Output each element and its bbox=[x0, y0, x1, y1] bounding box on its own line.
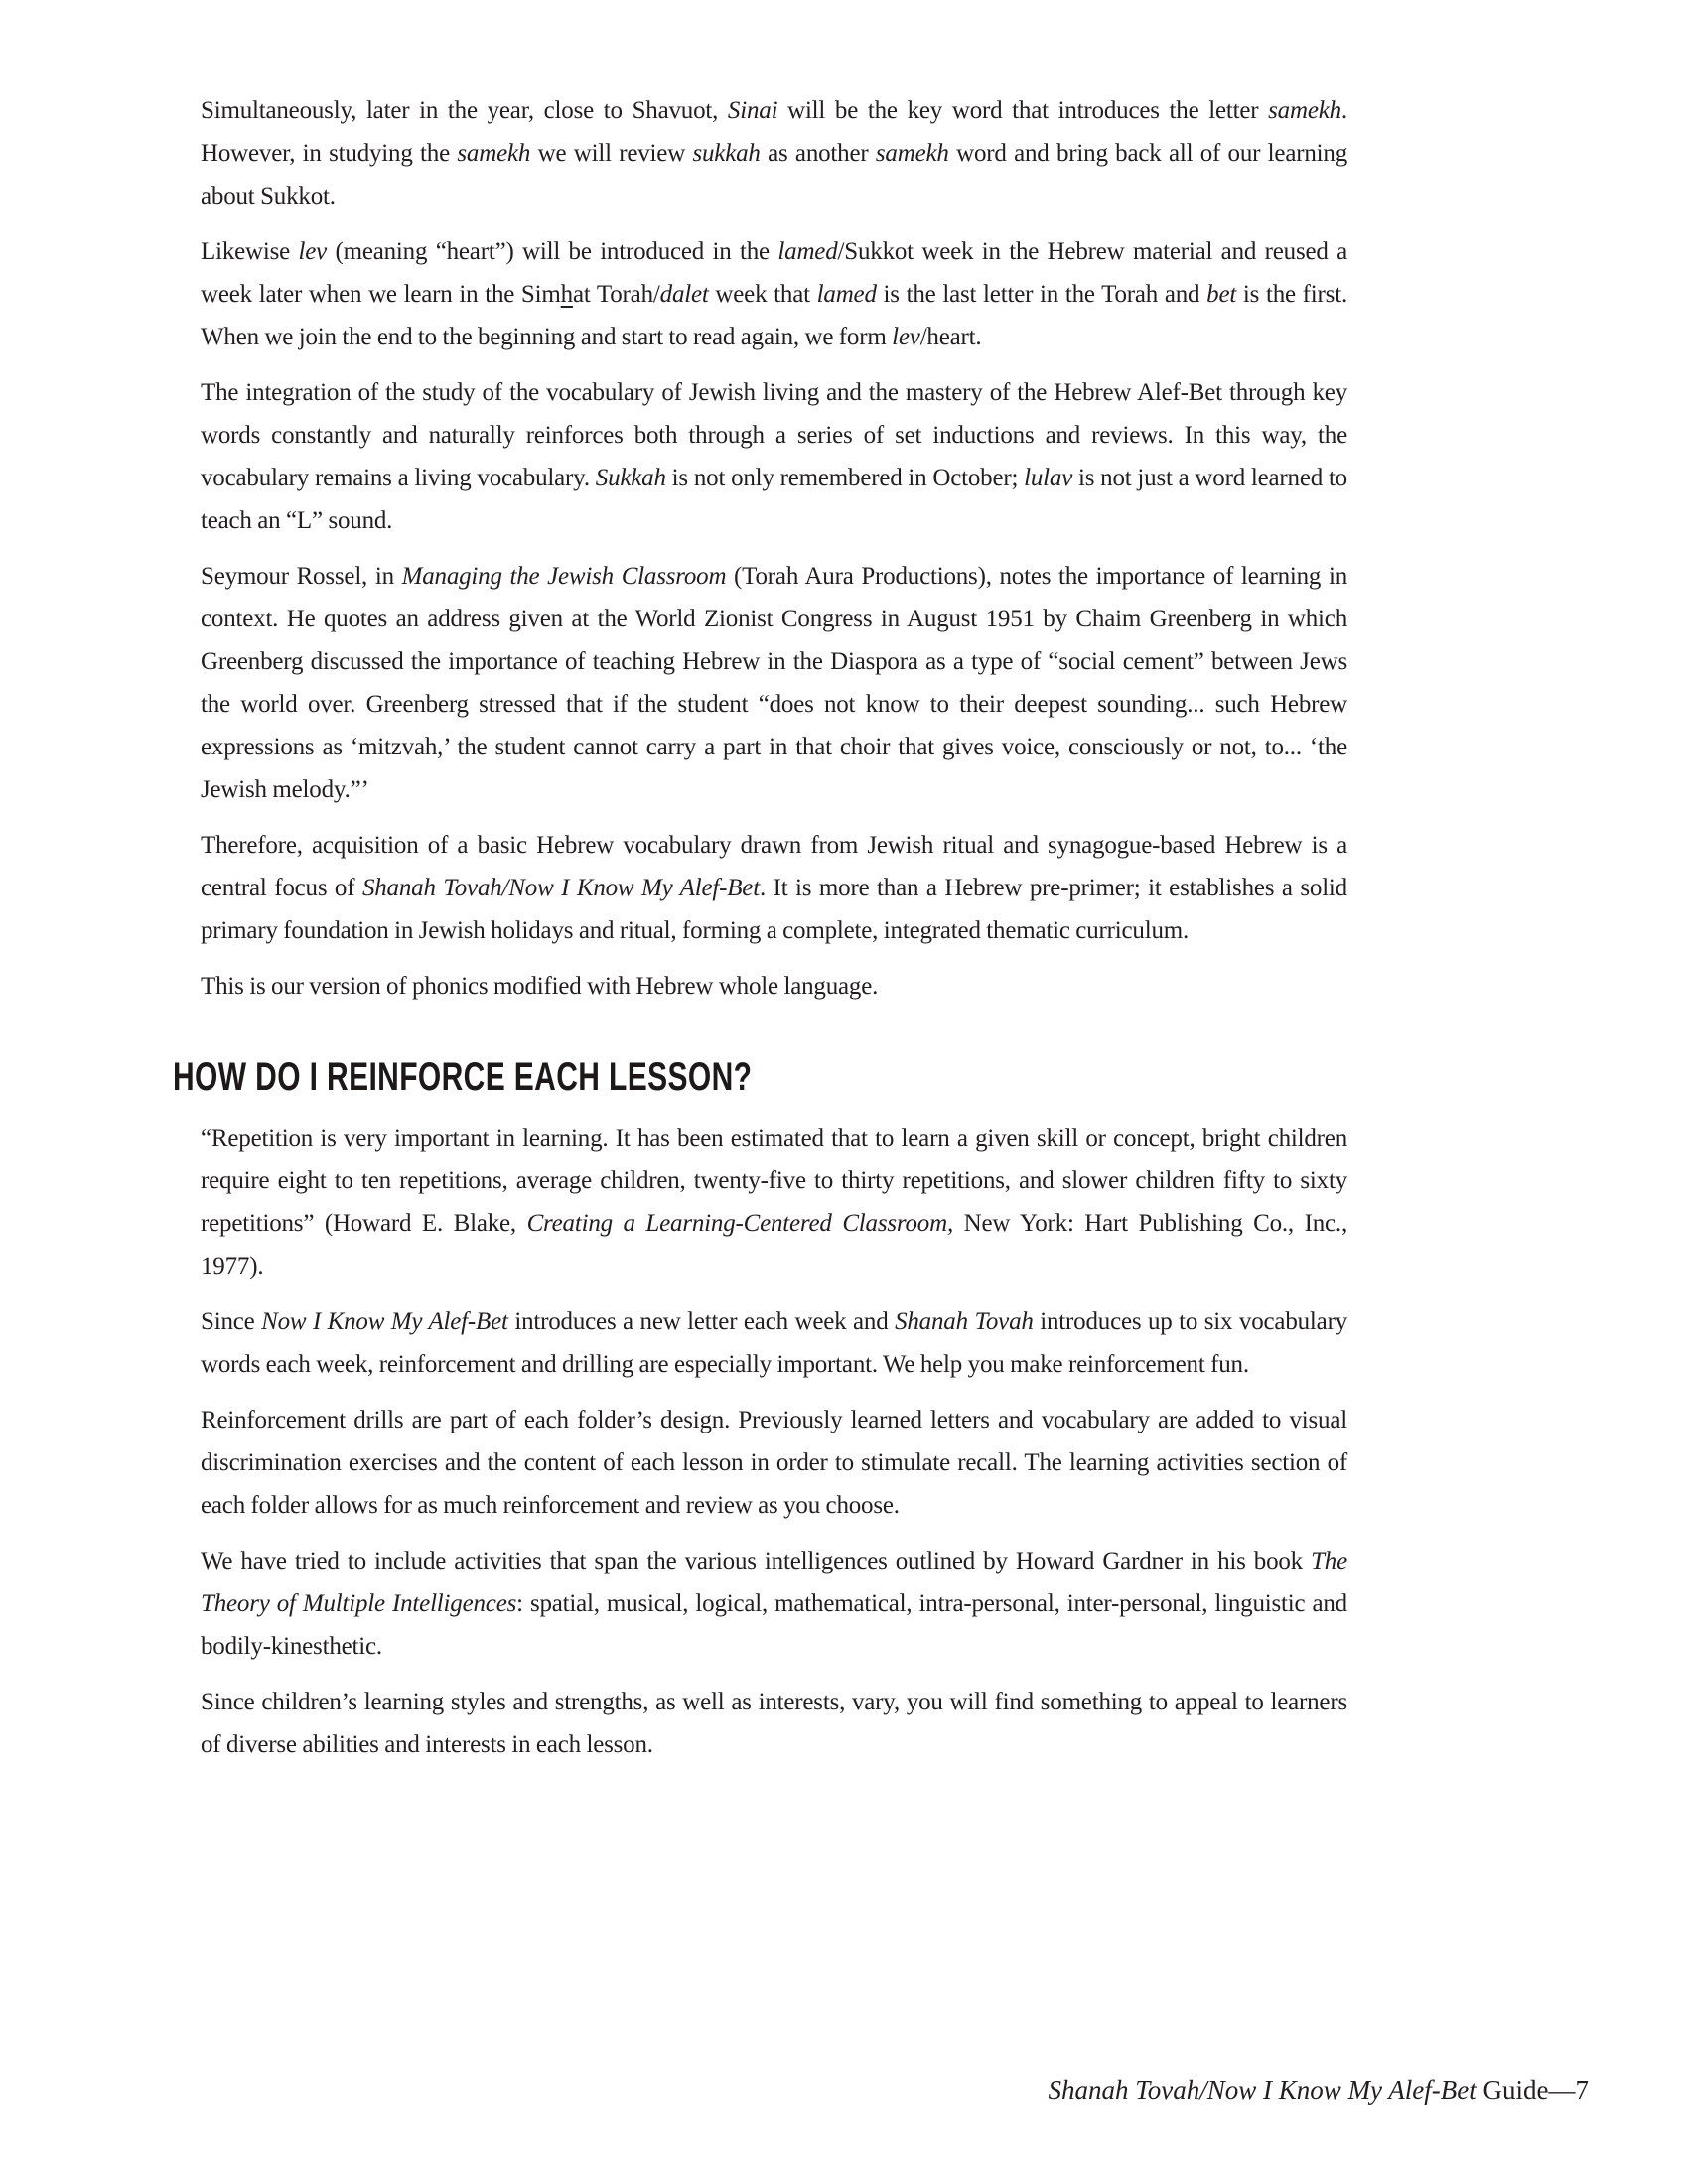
text-segment: Shanah Tovah/Now I Know My Alef-Bet bbox=[361, 875, 760, 901]
text-segment: dalet bbox=[659, 281, 709, 308]
text-segment: sukkah bbox=[692, 140, 761, 167]
text-segment: is not only remembered in October; bbox=[665, 465, 1025, 491]
text-segment: . However, in studying the bbox=[201, 97, 1347, 167]
text-segment: lamed bbox=[777, 238, 838, 265]
paragraph bbox=[201, 89, 1347, 217]
text-segment: samekh bbox=[1268, 97, 1341, 124]
text-segment: /Sukkot week in the Hebrew material and reused a week later when we learn in the Sim bbox=[201, 238, 1347, 308]
text-segment: samekh bbox=[875, 140, 949, 167]
text-segment: The Theory of Multiple Intelligences bbox=[201, 1548, 1347, 1617]
text-segment: we will review bbox=[530, 140, 693, 167]
section-paragraphs bbox=[201, 1117, 1347, 1766]
text-segment: Reinforcement drills are part of each folder’s design. Previously learned letters and vocabulary are added to visual discrimination exercises and the content of each lesson in order to stimulate recall. The learning activities section of each folder allows for as much reinforcement and review as you choose. bbox=[201, 1407, 1347, 1519]
text-segment: introduces a new letter each week and bbox=[507, 1308, 896, 1335]
text-segment: Managing the Jewish Classroom bbox=[401, 563, 727, 590]
page-footer bbox=[1049, 2073, 1589, 2107]
text-segment: Since children’s learning styles and strengths, as well as interests, vary, you will find something to appeal to learners of diverse abilities and interests in each lesson. bbox=[201, 1689, 1347, 1758]
text-segment: Sinai bbox=[727, 97, 778, 124]
text-segment: lev bbox=[298, 238, 328, 265]
text-segment: samekh bbox=[457, 140, 531, 167]
text-segment: “Repetition is very important in learning. It has been estimated that to learn a given skill or concept, bright children require eight to ten repetitions, average children, twenty-five to thirty repetitions, and slower children fifty to sixty repetitions” (Howard E. Blake, bbox=[201, 1125, 1347, 1237]
paragraph bbox=[201, 1117, 1347, 1288]
text-segment: lulav bbox=[1024, 465, 1073, 491]
text-segment: /heart. bbox=[919, 324, 982, 350]
text-segment: Sukkah bbox=[595, 465, 666, 491]
paragraph bbox=[201, 1681, 1347, 1766]
paragraph bbox=[201, 965, 1347, 1008]
text-segment: Since bbox=[201, 1308, 262, 1335]
text-segment: bet bbox=[1206, 281, 1237, 308]
text-segment: h bbox=[560, 281, 573, 308]
text-segment: Likewise bbox=[201, 238, 299, 265]
paragraph bbox=[201, 230, 1347, 358]
text-segment: (meaning “heart”) will be introduced in the bbox=[327, 238, 778, 265]
text-segment: word and bring back all of our learning about Sukkot. bbox=[201, 140, 1347, 209]
text-segment: Shanah Tovah bbox=[895, 1308, 1034, 1335]
text-segment: Shanah Tovah/Now I Know My Alef-Bet bbox=[1048, 2075, 1477, 2105]
text-segment: lamed bbox=[816, 281, 877, 308]
paragraph bbox=[201, 1300, 1347, 1386]
intro-paragraphs bbox=[201, 89, 1347, 1008]
paragraph bbox=[201, 1399, 1347, 1527]
text-segment: is the last letter in the Torah and bbox=[876, 281, 1207, 308]
text-segment: We have tried to include activities that span the various intelligences outlined by Howard Gardner in his book bbox=[201, 1548, 1312, 1574]
text-segment: : spatial, musical, logical, mathematical, intra-personal, inter-personal, linguistic and bodily-kinesthetic. bbox=[201, 1590, 1347, 1660]
text-segment: as another bbox=[760, 140, 876, 167]
text-segment: Creating a Learning-Centered Classroom, bbox=[526, 1210, 954, 1237]
text-segment: week that bbox=[708, 281, 817, 308]
text-segment: is the first. When we join the end to the beginning and start to read again, we form bbox=[201, 281, 1347, 350]
text-segment: This is our version of phonics modified with Hebrew whole language. bbox=[201, 973, 879, 1000]
text-segment: is not just a word learned to teach an “L” sound. bbox=[201, 465, 1347, 534]
text-segment: will be the key word that introduces the letter bbox=[777, 97, 1269, 124]
paragraph bbox=[201, 555, 1347, 811]
text-segment: . It is more than a Hebrew pre-primer; it establishes a solid primary foundation in Jewish holidays and ritual, forming a complete, integrated thematic curriculum. bbox=[201, 875, 1347, 944]
section-heading: HOW DO I REINFORCE EACH LESSON? bbox=[173, 1055, 753, 1099]
paragraph bbox=[201, 1540, 1347, 1668]
page-content bbox=[173, 89, 1347, 1779]
text-segment: The integration of the study of the vocabulary of Jewish living and the mastery of the Hebrew Alef-Bet through key words constantly and naturally reinforces both through a series of set inductions and reviews. In this way, the vocabulary remains a living vocabulary. bbox=[201, 379, 1347, 491]
text-segment: New York: Hart Publishing Co., Inc., 1977). bbox=[201, 1210, 1347, 1280]
text-segment: introduces up to six vocabulary words each week, reinforcement and drilling are especially important. We help you make reinforcement fun. bbox=[201, 1308, 1347, 1378]
text-segment: Simultaneously, later in the year, close to Shavuot, bbox=[201, 97, 728, 124]
text-segment: Now I Know My Alef-Bet bbox=[261, 1308, 508, 1335]
text-segment: Guide—7 bbox=[1476, 2075, 1589, 2105]
text-segment: lev bbox=[892, 324, 920, 350]
text-segment: Therefore, acquisition of a basic Hebrew vocabulary drawn from Jewish ritual and synagogue-based Hebrew is a central focus of bbox=[201, 832, 1347, 901]
paragraph bbox=[201, 824, 1347, 952]
paragraph bbox=[201, 371, 1347, 542]
text-segment: (Torah Aura Productions), notes the importance of learning in context. He quotes an address given at the World Zionist Congress in August 1951 by Chaim Greenberg in which Greenberg discussed the importance of teaching Hebrew in the Diaspora as a type of “social cement” between Jews the world over. Greenberg stressed that if the student “does not know to their deepest sounding... such Hebrew expressions as ‘mitzvah,’ the student cannot carry a part in that choir that gives voice, consciously or not, to... ‘the Jewish melody.”’ bbox=[201, 563, 1347, 803]
text-segment: Seymour Rossel, in bbox=[201, 563, 402, 590]
text-segment: at Torah/ bbox=[572, 281, 660, 308]
